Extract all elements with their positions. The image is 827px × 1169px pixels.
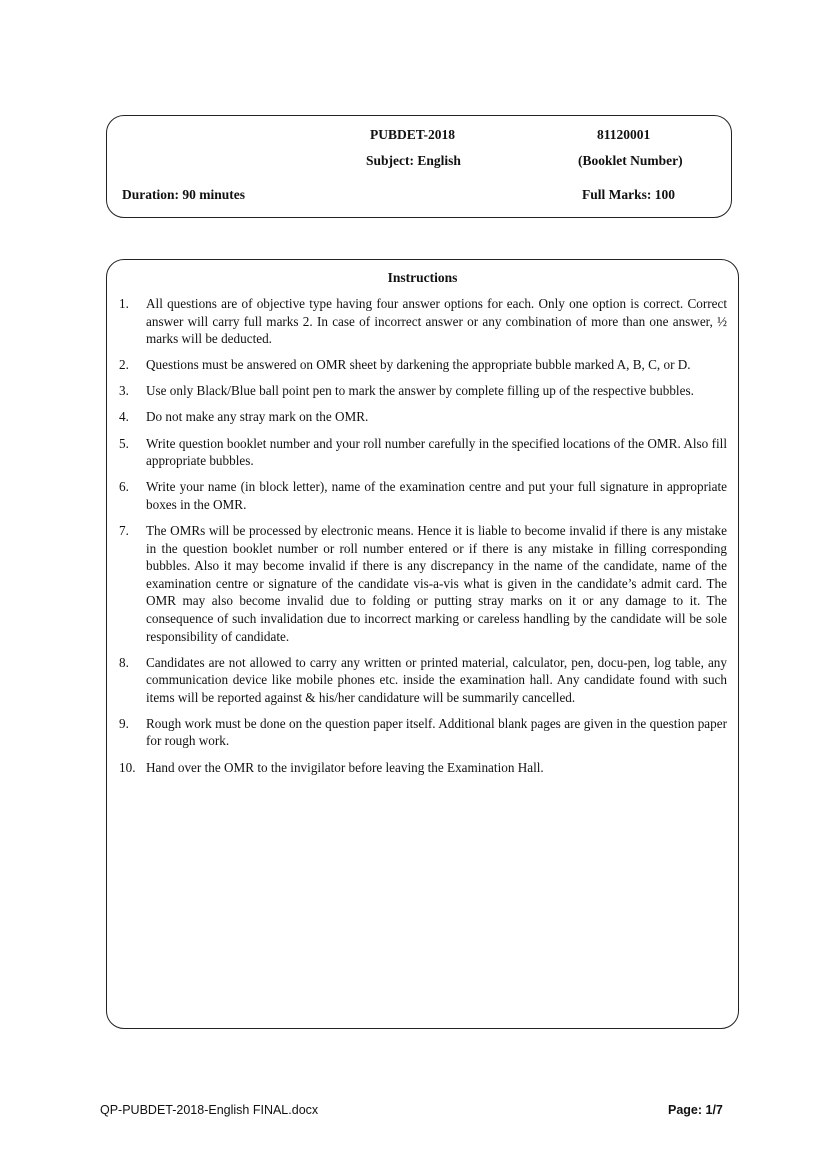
instruction-item <box>119 356 727 374</box>
instruction-number: 7. <box>119 522 129 538</box>
instruction-number: 6. <box>119 479 129 495</box>
instruction-item <box>119 478 727 513</box>
duration: Duration: 90 minutes <box>122 187 246 202</box>
instruction-text: Write your name (in block letter), name of the examination centre and put your full signature in appropriate boxes in the OMR. <box>146 479 727 512</box>
instruction-number: 1. <box>119 296 129 311</box>
instruction-number: 9. <box>119 715 129 731</box>
instruction-text: The OMRs will be processed by electronic means. Hence it is liable to become invalid if there is any mistake in the question booklet number or roll number entered or if there is any mistake in filling corresponding bubbles. Also it may become invalid if there is any discrepancy in the name of the candidate, name of the examination centre or signature of the candidate vis-a-vis what is given in the candidate’s admit card. The OMR may also become invalid due to folding or putting stray marks on it or any damage to it. The consequence of such invalidation due to incorrect marking or careless handling by the candidate will be sole responsibility of candidate. <box>146 522 727 644</box>
instruction-item <box>119 295 727 348</box>
instructions-list <box>119 295 727 785</box>
instruction-item <box>119 715 727 750</box>
instruction-item <box>119 408 727 426</box>
instruction-text: Use only Black/Blue ball point pen to mark the answer by complete filling up of the respective bubbles. <box>146 383 694 399</box>
instruction-item <box>119 759 727 777</box>
full-marks: Full Marks: 100 <box>582 187 675 202</box>
instruction-number: 5. <box>119 435 129 451</box>
instruction-item <box>119 654 727 707</box>
instruction-text: Questions must be answered on OMR sheet by darkening the appropriate bubble marked A, B, C, or D. <box>146 357 691 373</box>
instruction-number: 2. <box>119 357 129 373</box>
instruction-text: Candidates are not allowed to carry any written or printed material, calculator, pen, docu-pen, log table, any communication device like mobile phones etc. inside the examination hall. Any candidate found with such items will be reported against & his/her candidature will be summarily cancelled. <box>146 654 727 705</box>
instruction-number: 4. <box>119 409 129 425</box>
instruction-text: All questions are of objective type having four answer options for each. Only one option is correct. Correct answer will carry full marks 2. In case of incorrect answer or any combination of more than one answer, ½ marks will be deducted. <box>146 296 727 347</box>
booklet-number: 81120001 <box>597 127 651 142</box>
instruction-text: Do not make any stray mark on the OMR. <box>146 409 369 425</box>
subject: Subject: English <box>366 153 461 168</box>
exam-name: PUBDET-2018 <box>370 127 456 142</box>
instructions-box <box>106 259 739 1029</box>
instruction-number: 8. <box>119 654 129 670</box>
instruction-item <box>119 522 727 645</box>
instruction-text: Rough work must be done on the question paper itself. Additional blank pages are given in the question paper for rough work. <box>146 715 727 749</box>
instruction-text: Hand over the OMR to the invigilator before leaving the Examination Hall. <box>146 759 544 775</box>
instruction-item <box>119 382 727 400</box>
booklet-number-label: (Booklet Number) <box>578 153 683 168</box>
instructions-title: Instructions <box>387 270 458 285</box>
instruction-number: 10. <box>119 759 136 775</box>
instruction-number: 3. <box>119 383 129 399</box>
instruction-text: Write question booklet number and your roll number carefully in the specified locations of the OMR. Also fill appropriate bubbles. <box>146 435 727 469</box>
exam-header-box <box>106 115 732 218</box>
instruction-item <box>119 435 727 470</box>
footer-page-number: Page: 1/7 <box>668 1103 723 1117</box>
footer-filename: QP-PUBDET-2018-English FINAL.docx <box>100 1103 319 1117</box>
